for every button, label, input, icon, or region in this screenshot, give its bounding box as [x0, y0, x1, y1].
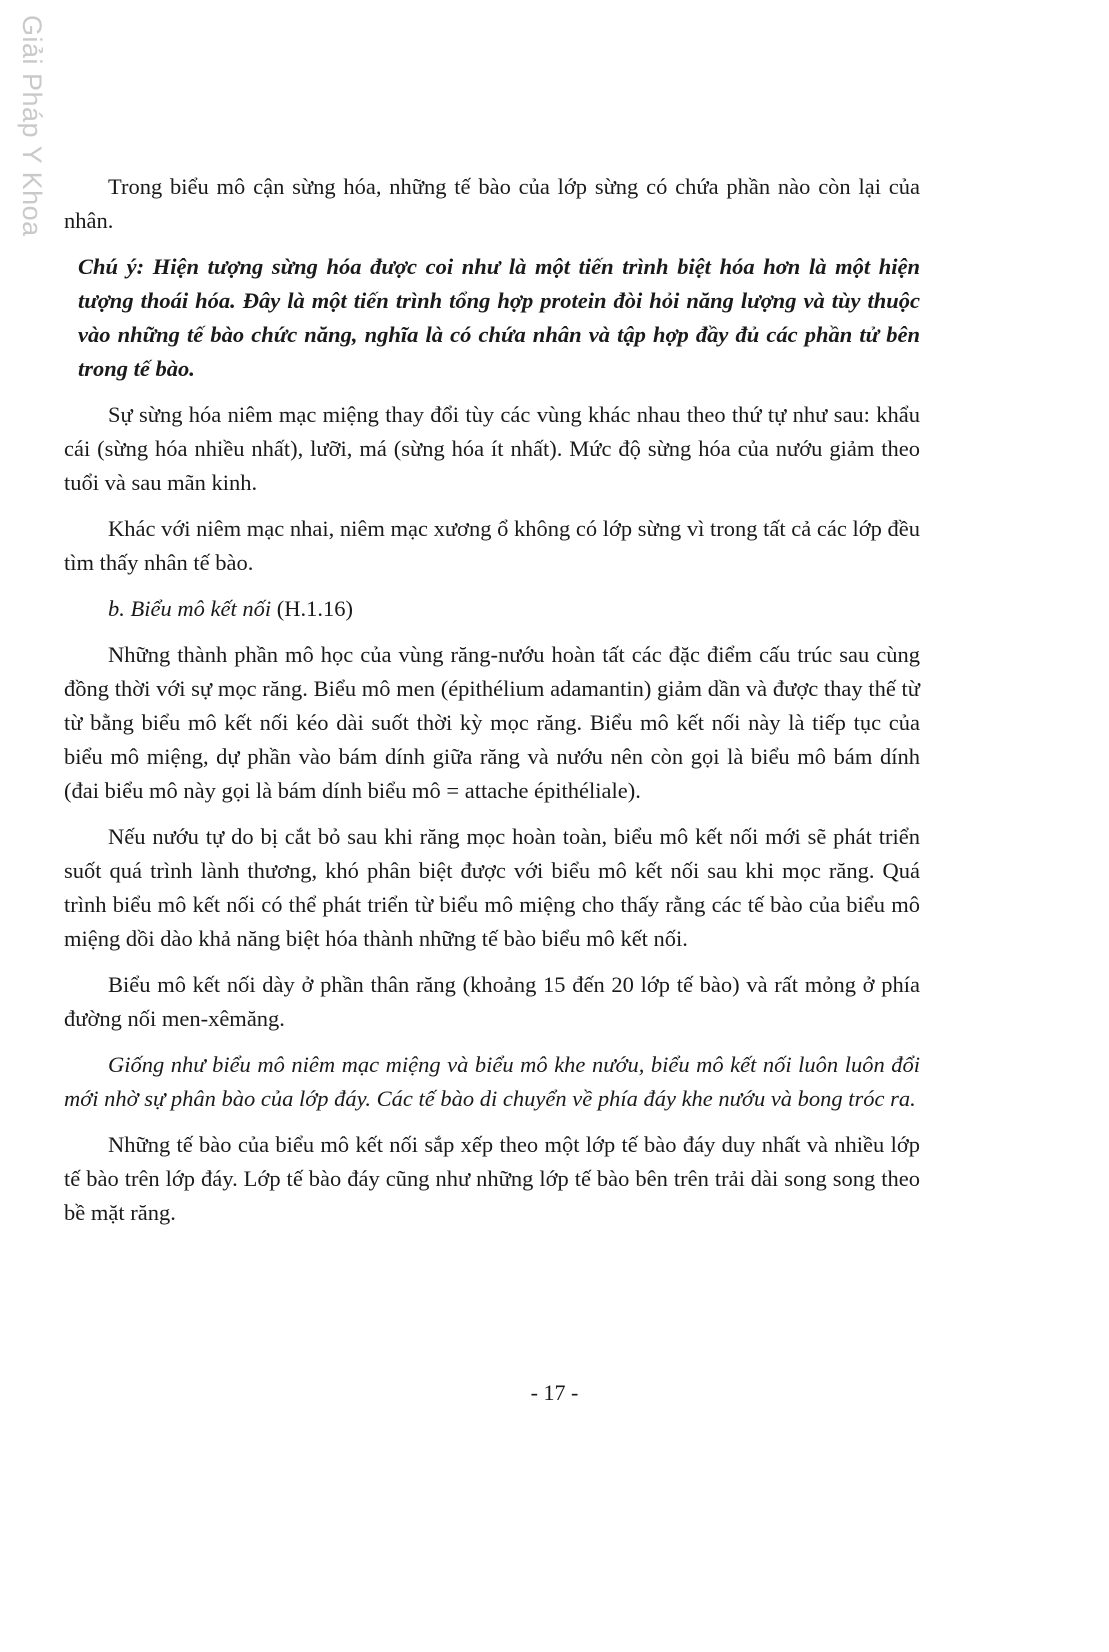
paragraph-cell-arrangement: Những tế bào của biểu mô kết nối sắp xếp theo một lớp tế bào đáy duy nhất và nhiều lớp tế bào trên lớp đáy. Lớp tế bào đáy cũng như những lớp tế bào bên trên trải dài song song theo bề mặt răng. [64, 1132, 920, 1225]
paragraph-keratinization-regions: Sự sừng hóa niêm mạc miệng thay đổi tùy các vùng khác nhau theo thứ tự như sau: khẩu cái (sừng hóa nhiều nhất), lưỡi, má (sừng hóa ít nhất). Mức độ sừng hóa của nướu giảm theo tuổi và sau mãn kinh. [64, 402, 920, 495]
note-text: Hiện tượng sừng hóa được coi như là một tiến trình biệt hóa hơn là một hiện tượng thoái hóa. Đây là một tiến trình tổng hợp protein đòi hỏi năng lượng và tùy thuộc vào những tế bào chức năng, nghĩa là có chứa nhân và tập hợp đầy đủ các phần tử bên trong tế bào. [78, 254, 920, 381]
section-heading-junctional-epithelium [64, 592, 920, 626]
watermark-text: Giải Pháp Y Khoa [17, 15, 47, 237]
paragraph-thickness: Biểu mô kết nối dày ở phần thân răng (khoảng 15 đến 20 lớp tế bào) và rất mỏng ở phía đường nối men-xêmăng. [64, 972, 920, 1031]
section-heading-figure-ref: (H.1.16) [271, 596, 353, 621]
note-label: Chú ý: [78, 254, 145, 279]
page-number: - 17 - [530, 1380, 579, 1405]
paragraph-renewal: Giống như biểu mô niêm mạc miệng và biểu mô khe nướu, biểu mô kết nối luôn luôn đổi mới nhờ sự phân bào của lớp đáy. Các tế bào di chuyển về phía đáy khe nướu và bong tróc ra. [64, 1052, 920, 1111]
page-content [64, 170, 920, 1242]
paragraph-alveolar-mucosa: Khác với niêm mạc nhai, niêm mạc xương ổ không có lớp sừng vì trong tất cả các lớp đều tìm thấy nhân tế bào. [64, 516, 920, 575]
paragraph-regeneration: Nếu nướu tự do bị cắt bỏ sau khi răng mọc hoàn toàn, biểu mô kết nối mới sẽ phát triển suốt quá trình lành thương, khó phân biệt được với biểu mô kết nối sau khi mọc răng. Quá trình biểu mô kết nối có thể phát triển từ biểu mô miệng cho thấy rằng các tế bào của biểu mô miệng dồi dào khả năng biệt hóa thành những tế bào biểu mô kết nối. [64, 824, 920, 951]
paragraph-parakeratinized: Trong biểu mô cận sừng hóa, những tế bào của lớp sừng có chứa phần nào còn lại của nhân. [64, 174, 920, 233]
note-paragraph [78, 250, 920, 386]
section-heading-title: b. Biểu mô kết nối [108, 596, 272, 621]
paragraph-histology: Những thành phần mô học của vùng răng-nướu hoàn tất các đặc điểm cấu trúc sau cùng đồng thời với sự mọc răng. Biểu mô men (épithélium adamantin) giảm dần và được thay thế từ từ bằng biểu mô kết nối kéo dài suốt thời kỳ mọc răng. Biểu mô kết nối này là tiếp tục của biểu mô miệng, dự phần vào bám dính giữa răng và nướu nên còn gọi là biểu mô bám dính (đai biểu mô này gọi là bám dính biểu mô = attache épithéliale). [64, 642, 920, 803]
